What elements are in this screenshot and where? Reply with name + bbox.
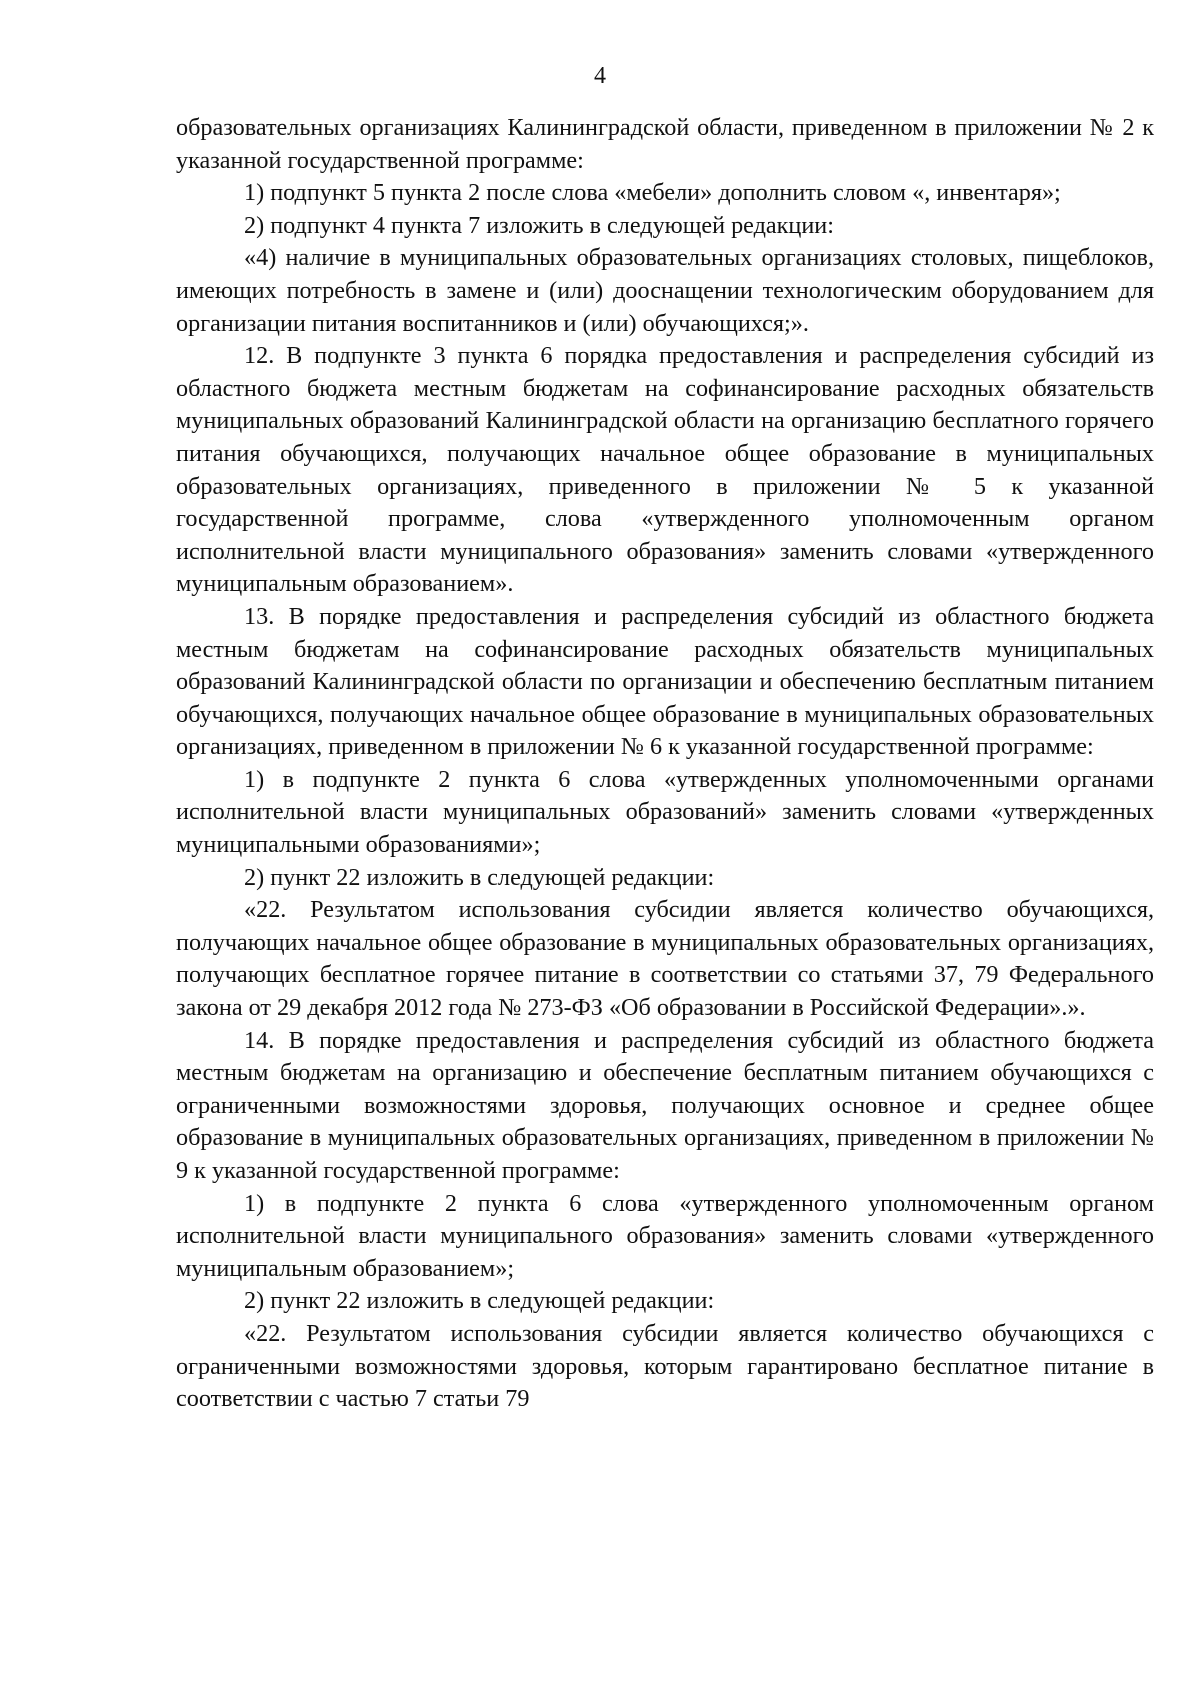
paragraph: 1) в подпункте 2 пункта 6 слова «утвержденных уполномоченными органами исполнительной власти муниципальных образований» заменить словами «утвержденных муниципальными образованиями»; xyxy=(176,765,1154,859)
paragraph: 14. В порядке предоставления и распределения субсидий из областного бюджета местным бюджетам на организацию и обеспечение бесплатным питанием обучающихся с ограниченными возможностями здоровья, получающих основное и среднее общее образование в муниципальных образовательных организациях, приведенном в приложении № 9 к указанной государственной программе: xyxy=(176,1026,1154,1184)
paragraph: 1) в подпункте 2 пункта 6 слова «утвержденного уполномоченным органом исполнительной власти муниципального образования» заменить словами «утвержденного муниципальным образованием»; xyxy=(176,1189,1154,1282)
paragraph: 2) пункт 22 изложить в следующей редакции: xyxy=(244,1287,715,1315)
paragraph: «22. Результатом использования субсидии является количество обучающихся, получающих начальное общее образование в муниципальных образовательных организациях, получающих бесплатное горячее питание в соответствии со статьями 37, 79 Федерального закона от 29 декабря 2012 года № 273-ФЗ «Об образовании в Российской Федерации».». xyxy=(176,896,1154,1022)
page-number: 4 xyxy=(594,63,606,89)
paragraph: 2) пункт 22 изложить в следующей редакции: xyxy=(244,863,715,891)
paragraph: 12. В подпункте 3 пункта 6 порядка предоставления и распределения субсидий из областного бюджета местным бюджетам на софинансирование расходных обязательств муниципальных образований Калининградской области на организацию бесплатного горячего питания обучающихся, получающих начальное общее образование в муниципальных образовательных организациях, приведенного в приложении № 5 к указанной государственной программе, слова «утвержденного уполномоченным органом исполнительной власти муниципального образования» заменить словами «утвержденного муниципальным образованием». xyxy=(176,342,1154,598)
paragraph: образовательных организациях Калининградской области, приведенном в приложении № 2 к указанной государственной программе: xyxy=(176,114,1154,174)
paragraph: 1) подпункт 5 пункта 2 после слова «мебели» дополнить словом «, инвентаря»; xyxy=(244,179,1061,207)
document-body xyxy=(176,112,1154,1416)
paragraph: «22. Результатом использования субсидии является количество обучающихся с ограниченными возможностями здоровья, которым гарантировано бесплатное питание в соответствии с частью 7 статьи 79 xyxy=(176,1319,1154,1413)
paragraph: 2) подпункт 4 пункта 7 изложить в следующей редакции: xyxy=(244,211,834,239)
paragraph: 13. В порядке предоставления и распределения субсидий из областного бюджета местным бюджетам на софинансирование расходных обязательств муниципальных образований Калининградской области по организации и обеспечению бесплатным питанием обучающихся, получающих начальное общее образование в муниципальных образовательных организациях, приведенном в приложении № 6 к указанной государственной программе: xyxy=(176,602,1154,761)
paragraph: «4) наличие в муниципальных образовательных организациях столовых, пищеблоков, имеющих потребность в замене и (или) дооснащении технологическим оборудованием для организации питания воспитанников и (или) обучающихся;». xyxy=(176,244,1154,337)
